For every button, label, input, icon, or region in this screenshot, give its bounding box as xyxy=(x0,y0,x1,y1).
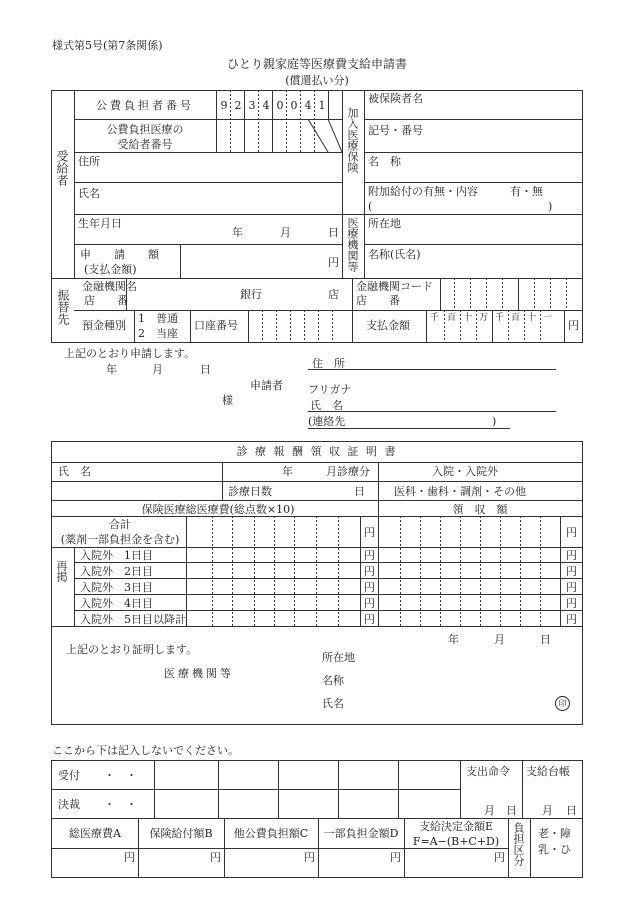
decided-formula-label: F=A−(B+C+D) xyxy=(412,835,500,848)
cert-year: 年 xyxy=(448,633,459,646)
ledger-month: 月 xyxy=(542,804,553,817)
recipient-section-label: 受給者 xyxy=(55,150,69,186)
payer-digit: 1 xyxy=(318,99,326,112)
category-values-2: 乳・ひ xyxy=(538,843,571,856)
other-public-label: 他公費負担額C xyxy=(233,827,309,840)
receipt-row-label: 入院外 3日目 xyxy=(80,581,153,594)
recipient-number-label-1: 公費負担医療の xyxy=(106,123,184,136)
order-month: 月 xyxy=(484,804,495,817)
payer-digit: 3 xyxy=(248,99,256,112)
deposit-ordinary-option: 1 普通 xyxy=(138,312,178,325)
declaration-month: 月 xyxy=(152,363,163,376)
row-received-yen-unit: 円 xyxy=(566,597,577,610)
receipt-row-label: 入院外 4日目 xyxy=(80,597,153,610)
partial-burden-yen: 円 xyxy=(390,851,401,864)
recipient-number-label-2: 受給者番号 xyxy=(117,138,173,151)
cert-institution-label: 医療機関等 xyxy=(164,667,234,680)
receipt-row-label: 入院外 2日目 xyxy=(80,565,153,578)
unit-label: 十 xyxy=(527,313,537,323)
insured-name-label: 被保険者名 xyxy=(368,92,423,105)
other-public-yen: 円 xyxy=(304,851,315,864)
furigana-label: フリガナ xyxy=(308,383,352,396)
birth-year-unit: 年 xyxy=(232,226,243,239)
unit-label: 千 xyxy=(430,313,440,323)
public-payer-number-label: 公費負担者番号 xyxy=(96,99,194,112)
birth-day-unit: 日 xyxy=(328,226,339,239)
rehashed-label: 再掲 xyxy=(55,560,68,582)
shop-number-label: 店 番 xyxy=(356,294,400,307)
birthdate-label: 生年月日 xyxy=(78,217,122,230)
cert-person-label: 氏名 xyxy=(322,697,344,710)
payment-order-label: 支出命令 xyxy=(466,765,510,778)
insurance-name-label: 名 称 xyxy=(368,155,401,168)
declaration-year: 年 xyxy=(106,363,117,376)
payment-yen-unit: 円 xyxy=(568,319,579,332)
row-received-yen-unit: 円 xyxy=(566,565,577,578)
payer-digit: 0 xyxy=(276,99,284,112)
receipt-row-label: 入院外 1日目 xyxy=(80,549,153,562)
bank-code-label: 金融機関コード xyxy=(356,280,433,293)
category-values-1: 老・障 xyxy=(538,827,571,840)
days-unit: 日 xyxy=(354,485,365,498)
birth-month-unit: 月 xyxy=(280,226,291,239)
payment-amount-label: 支払金額 xyxy=(366,319,410,332)
row-yen-unit: 円 xyxy=(364,565,375,578)
payer-digit: 4 xyxy=(262,99,270,112)
row-yen-unit: 円 xyxy=(364,581,375,594)
unit-label: 百 xyxy=(511,313,521,323)
form-subtitle: (償還払い分) xyxy=(285,74,349,87)
total-cost-label: 総医療費A xyxy=(69,827,121,840)
cert-text: 上記のとおり証明します。 xyxy=(66,643,198,656)
payer-digit: 9 xyxy=(220,99,228,112)
address-label: 住所 xyxy=(78,155,100,168)
seal-mark: 印 xyxy=(555,696,570,711)
institution-location-label: 所在地 xyxy=(368,217,401,230)
institution-name-label: 名称(氏名) xyxy=(368,248,421,261)
received-label: 領 収 額 xyxy=(452,503,508,516)
declaration-day: 日 xyxy=(200,363,211,376)
form-number: 様式第5号(第7条関係) xyxy=(52,39,163,52)
transfer-section-label: 振替先 xyxy=(56,289,70,325)
insurance-benefit-label: 保険給付額B xyxy=(149,827,213,840)
unit-label: 百 xyxy=(447,313,457,323)
institution-section-label: 医療機関等 xyxy=(346,217,359,272)
paren-close: ) xyxy=(548,200,553,213)
partial-burden-label: 一部負担金額D xyxy=(323,827,399,840)
inout-label: 入院・入院外 xyxy=(432,465,498,478)
decided-amount-yen: 円 xyxy=(494,851,505,864)
cert-name-label: 名称 xyxy=(322,674,344,687)
request-yen-unit: 円 xyxy=(328,256,339,269)
payer-digit: 4 xyxy=(304,99,312,112)
yes-no-option: 有・無 xyxy=(510,185,543,198)
total-received-yen-unit: 円 xyxy=(566,526,577,539)
cert-month: 月 xyxy=(494,633,505,646)
row-received-yen-unit: 円 xyxy=(566,581,577,594)
total-yen-unit: 円 xyxy=(364,526,375,539)
deposit-type-label: 預金種別 xyxy=(82,319,126,332)
insurance-total-label: 保険医療総医療費(総点数×10) xyxy=(141,503,295,516)
category-label: 医科・歯科・調剤・その他 xyxy=(394,485,526,498)
order-day: 日 xyxy=(506,804,517,817)
form-title: ひとり親家庭等医療費支給申請書 xyxy=(226,57,408,71)
branch-suffix: 店 xyxy=(328,288,339,301)
total-label: 合計 xyxy=(109,518,131,531)
receipt-row-label: 入院外 5日目以降計 xyxy=(80,613,186,626)
ledger-day: 日 xyxy=(566,804,577,817)
paren-open: ( xyxy=(368,200,373,213)
total-cost-yen: 円 xyxy=(124,851,135,864)
received-date-dots: ・ ・ xyxy=(104,769,137,782)
days-label: 診療日数 xyxy=(228,485,272,498)
decision-label: 決裁 xyxy=(58,798,80,811)
cert-day: 日 xyxy=(540,633,551,646)
unit-label: 千 xyxy=(495,313,505,323)
decided-amount-label: 支給決定金額E xyxy=(418,820,494,833)
office-note: ここから下は記入しないでください。 xyxy=(52,744,239,757)
declaration-address-label: 住 所 xyxy=(312,357,345,370)
insurance-section-label: 加入医療保険 xyxy=(346,107,359,173)
deposit-current-option: 2 当座 xyxy=(138,327,178,340)
burden-category-label: 負担区分 xyxy=(512,822,525,866)
payer-digit: 2 xyxy=(234,99,242,112)
request-amount-label: 申 請 額 xyxy=(80,248,165,261)
declaration-name-label: 氏 名 xyxy=(310,399,343,412)
receipt-name-label: 氏 名 xyxy=(58,465,91,478)
branch-label: 店 番 xyxy=(84,294,128,307)
decision-date-dots: ・ ・ xyxy=(104,798,137,811)
insurance-benefit-yen: 円 xyxy=(210,851,221,864)
symbol-number-label: 記号・番号 xyxy=(368,124,423,137)
applicant-label: 申請者 xyxy=(250,379,283,392)
payer-digit: 0 xyxy=(290,99,298,112)
row-yen-unit: 円 xyxy=(364,549,375,562)
name-label: 氏名 xyxy=(78,187,100,200)
unit-label: 万 xyxy=(479,313,489,323)
row-received-yen-unit: 円 xyxy=(566,549,577,562)
account-number-label: 口座番号 xyxy=(194,319,238,332)
contact-close: ) xyxy=(492,415,497,428)
received-label: 受付 xyxy=(58,769,80,782)
cert-location-label: 所在地 xyxy=(322,651,355,664)
unit-label: 一 xyxy=(543,313,553,323)
receipt-title: 診 療 報 酬 領 収 証 明 書 xyxy=(236,445,398,458)
payment-ledger-label: 支給台帳 xyxy=(526,765,570,778)
unit-label: 十 xyxy=(463,313,473,323)
row-yen-unit: 円 xyxy=(364,613,375,626)
declaration-text: 上記のとおり申請します。 xyxy=(64,347,196,360)
receipt-year-month-label: 年 月診療分 xyxy=(282,465,370,478)
bank-name-label: 金融機関名 xyxy=(82,280,137,293)
total-sub-label: (薬剤一部負担金を含む) xyxy=(60,533,180,546)
bank-suffix: 銀行 xyxy=(240,288,262,301)
row-yen-unit: 円 xyxy=(364,597,375,610)
sama-label: 様 xyxy=(222,394,233,407)
contact-label: (連絡先 xyxy=(308,415,346,428)
row-received-yen-unit: 円 xyxy=(566,613,577,626)
additional-benefit-label: 附加給付の有無・内容 xyxy=(368,185,478,198)
payment-amount-sub: (支払金額) xyxy=(84,263,137,276)
